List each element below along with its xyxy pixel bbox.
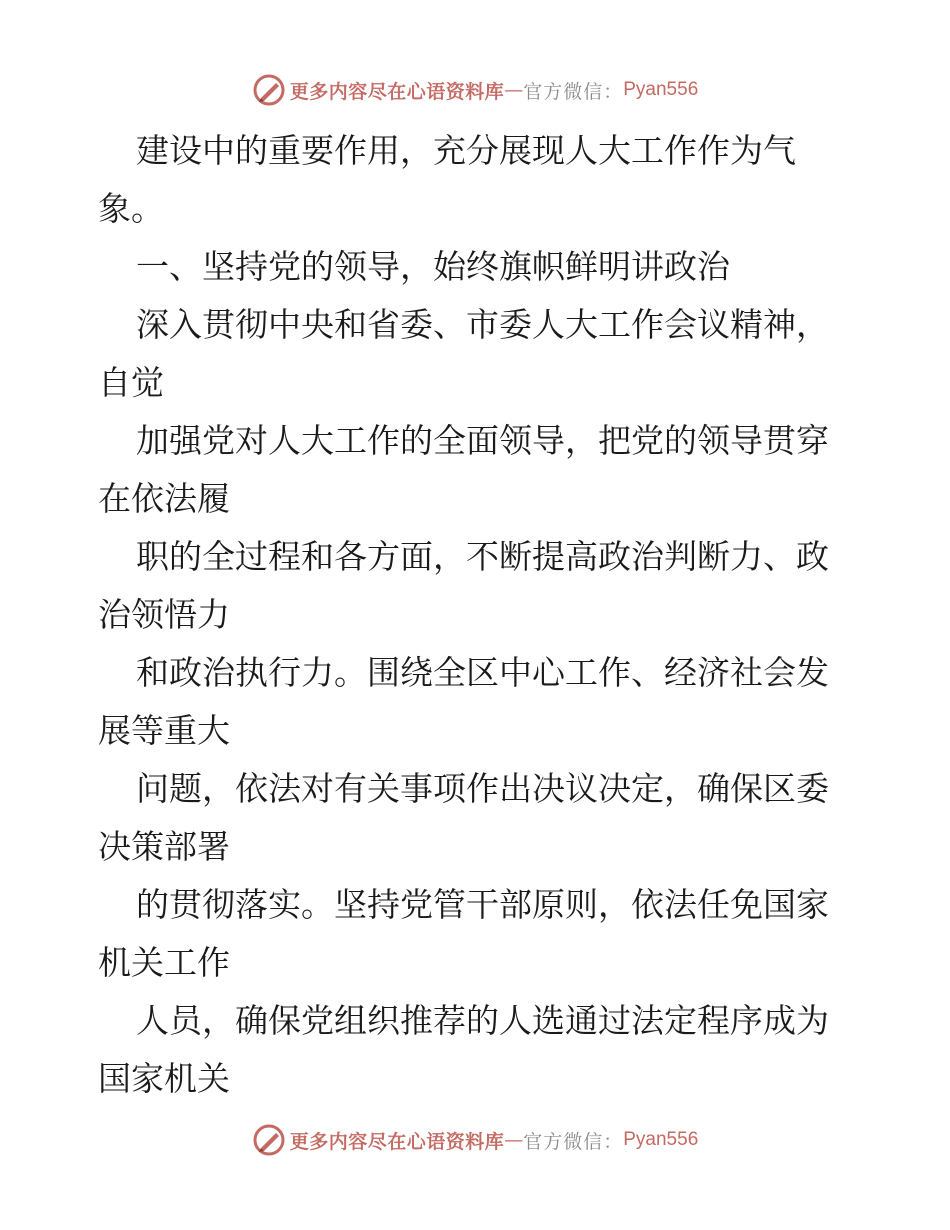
watermark-label: 官方微信： bbox=[523, 80, 624, 103]
watermark-label: 官方微信： bbox=[523, 1130, 624, 1153]
watermark-wechat-id: Pyan556 bbox=[623, 1129, 699, 1150]
watermark-dash: — bbox=[504, 79, 524, 101]
header-watermark bbox=[0, 70, 950, 110]
body-line: 治领悟力 bbox=[98, 595, 230, 634]
watermark-wechat-id: Pyan556 bbox=[623, 79, 699, 100]
body-line: 展等重大 bbox=[98, 711, 230, 750]
body-line: 国家机关 bbox=[98, 1059, 230, 1098]
body-line: 象。 bbox=[98, 189, 164, 228]
body-line: 机关工作 bbox=[98, 943, 230, 982]
body-line: 深入贯彻中央和省委、市委人大工作会议精神， bbox=[136, 305, 829, 344]
watermark-dash: — bbox=[504, 1129, 524, 1151]
watermark-site-text: 更多内容尽在心语资料库 bbox=[289, 80, 505, 103]
body-line: 问题，依法对有关事项作出决议决定，确保区委 bbox=[136, 769, 829, 808]
watermark-site-text: 更多内容尽在心语资料库 bbox=[289, 1130, 505, 1153]
body-line: 建设中的重要作用，充分展现人大工作作为气 bbox=[136, 131, 796, 170]
body-line: 在依法履 bbox=[98, 479, 230, 518]
body-line: 职的全过程和各方面，不断提高政治判断力、政 bbox=[136, 537, 829, 576]
body-line: 决策部署 bbox=[98, 827, 230, 866]
pen-logo-icon bbox=[252, 1123, 286, 1157]
body-line: 加强党对人大工作的全面领导，把党的领导贯穿 bbox=[136, 421, 829, 460]
footer-watermark bbox=[0, 1120, 950, 1160]
body-line: 人员，确保党组织推荐的人选通过法定程序成为 bbox=[136, 1001, 829, 1040]
pen-logo-icon bbox=[252, 73, 286, 107]
body-line: 的贯彻落实。坚持党管干部原则，依法任免国家 bbox=[136, 885, 829, 924]
body-line: 和政治执行力。围绕全区中心工作、经济社会发 bbox=[136, 653, 829, 692]
body-line: 自觉 bbox=[98, 363, 164, 402]
section-heading: 一、坚持党的领导，始终旗帜鲜明讲政治 bbox=[136, 247, 730, 286]
document-body bbox=[98, 122, 868, 1108]
